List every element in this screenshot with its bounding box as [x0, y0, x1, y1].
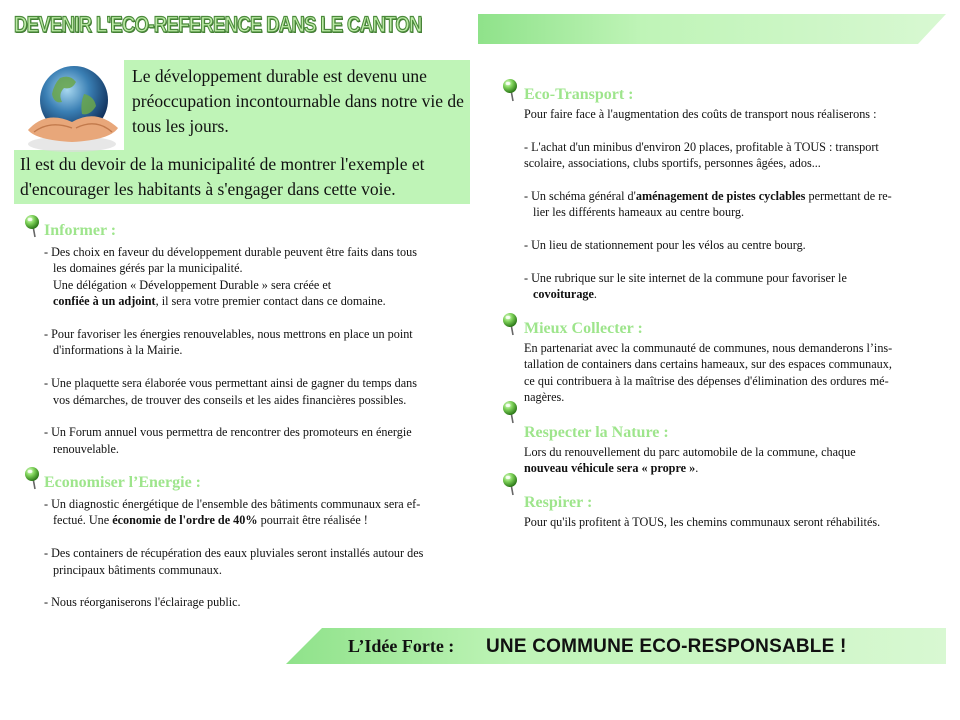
section-title-collecter: Mieux Collecter : [524, 320, 643, 337]
text-span: - Un schéma général d' [524, 189, 636, 203]
page-title: DEVENIR L'ECO-REFERENCE DANS LE CANTON [14, 12, 422, 37]
section-title-nature: Respecter la Nature : [524, 424, 669, 441]
green-pin-icon [502, 312, 520, 336]
text-span: , il sera votre premier contact dans ce domaine. [155, 294, 386, 309]
text-line [44, 512, 476, 528]
text-span: permettant de re- [805, 189, 892, 203]
text-line: principaux bâtiments communaux. [53, 562, 222, 577]
text-line: Une délégation « Développement Durable » sera créée et [53, 277, 332, 292]
section-body-respirer [524, 514, 938, 530]
text-span: . [695, 461, 699, 476]
text-span: . [593, 287, 597, 302]
green-pin-icon [24, 214, 42, 238]
section-body-collecter [524, 340, 938, 406]
text-line: - Pour favoriser les énergies renouvelables, nous mettrons en place un point [44, 327, 413, 342]
text-line: renouvelable. [53, 441, 119, 456]
green-pin-icon [502, 472, 520, 496]
text-line: - Une plaquette sera élaborée vous permettant ainsi de gagner du temps dans [44, 376, 417, 391]
intro-paragraph-1: Le développement durable est devenu une préoccupation incontournable dans notre vie de tous les jours. [132, 66, 464, 136]
section-title-informer: Informer : [44, 222, 117, 239]
bold-text: aménagement de pistes cyclables [635, 189, 806, 203]
text-line: ce qui contribuera à la maîtrise des dépenses d'élimination des ordures mé- [524, 373, 889, 388]
section-body-nature [524, 444, 938, 477]
text-line: Pour qu'ils profitent à TOUS, les chemins communaux seront réhabilités. [524, 515, 881, 529]
text-span: pourrait être réalisée ! [257, 513, 368, 528]
text-line: lier les différents hameaux au centre bourg. [533, 205, 745, 220]
text-line: les domaines gérés par la municipalité. [53, 261, 243, 276]
green-pin-icon [502, 78, 520, 102]
text-line: scolaire, associations, clubs sportifs, personnes âgées, ados... [524, 156, 821, 171]
bold-text: covoiturage [533, 287, 594, 302]
green-pin-icon [502, 400, 520, 424]
footer-slogan: UNE COMMUNE ECO-RESPONSABLE ! [486, 636, 847, 657]
green-pin-icon [24, 466, 42, 490]
section-title-respirer: Respirer : [524, 494, 593, 511]
bold-text: économie de l'ordre de 40% [112, 513, 258, 528]
text-line [524, 188, 938, 204]
section-body-transport [524, 106, 938, 303]
intro-paragraph-2: Il est du devoir de la municipalité de montrer l'exemple et d'encourager les habitants à s'engager dans cette voie. [20, 154, 425, 199]
section-body-energie [44, 496, 476, 611]
text-line [524, 286, 938, 302]
bold-text: confiée à un adjoint [53, 294, 156, 309]
text-line: tallation de containers dans certains hameaux, sur des espaces communaux, [524, 357, 892, 372]
text-line: Pour faire face à l'augmentation des coûts de transport nous réaliserons : [524, 107, 877, 121]
text-line: d'informations à la Mairie. [53, 343, 183, 358]
text-line: Lors du renouvellement du parc automobile de la commune, chaque [524, 445, 856, 459]
text-line: - Nous réorganiserons l'éclairage public. [44, 595, 241, 610]
section-body-informer [44, 244, 474, 457]
section-title-energie: Economiser l’Energie : [44, 474, 202, 491]
text-line: nagères. [524, 390, 565, 405]
header-band [478, 14, 946, 44]
text-line: - Des containers de récupération des eaux pluviales seront installés autour des [44, 546, 424, 561]
text-line: - L'achat d'un minibus d'environ 20 places, profitable à TOUS : transport [524, 139, 879, 154]
section-title-transport: Eco-Transport : [524, 86, 634, 103]
footer-label: L’Idée Forte : [348, 636, 455, 656]
text-line: - Un lieu de stationnement pour les vélos au centre bourg. [524, 238, 806, 253]
text-line: vos démarches, de trouver des conseils et les aides financières possibles. [53, 392, 407, 407]
text-span: fectué. Une [53, 513, 113, 528]
text-line: - Une rubrique sur le site internet de la commune pour favoriser le [524, 271, 847, 285]
text-line: En partenariat avec la communauté de communes, nous demanderons l’ins- [524, 341, 893, 355]
text-line: - Un diagnostic énergétique de l'ensemble des bâtiments communaux sera ef- [44, 497, 421, 511]
bold-text: nouveau véhicule sera « propre » [524, 461, 696, 476]
globe-hands-icon [20, 60, 124, 154]
text-line [524, 460, 938, 476]
text-line: - Des choix en faveur du développement durable peuvent être faits dans tous [44, 245, 417, 259]
text-line [44, 293, 474, 309]
text-line: - Un Forum annuel vous permettra de rencontrer des promoteurs en énergie [44, 425, 412, 440]
